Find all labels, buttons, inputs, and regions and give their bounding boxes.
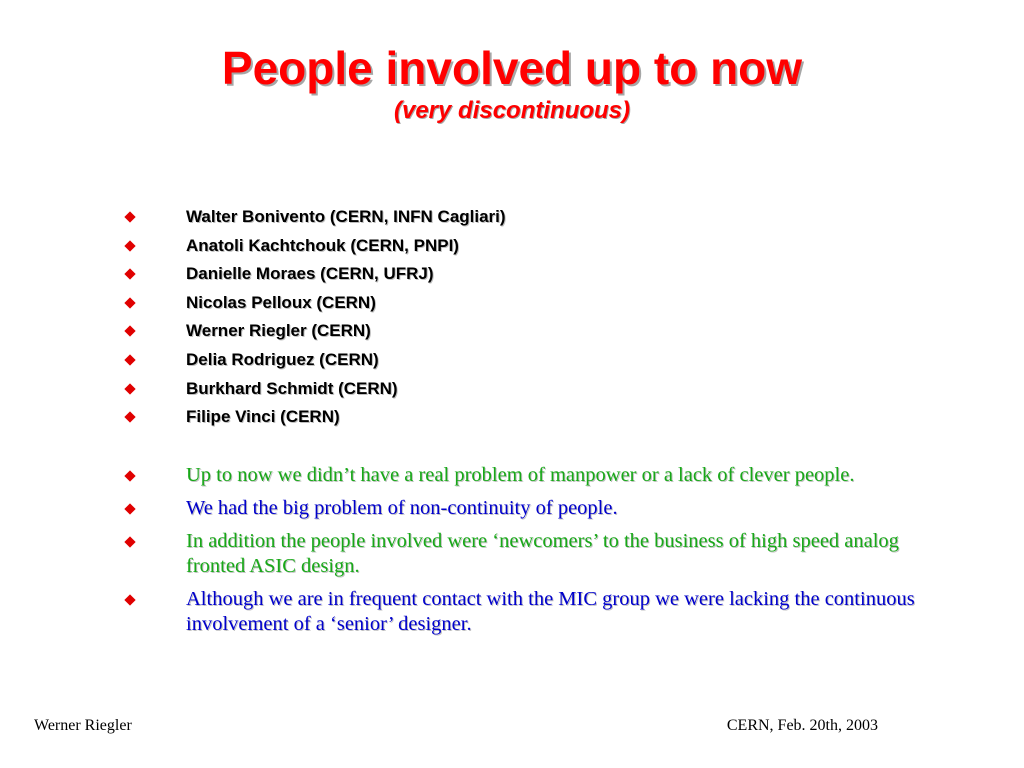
list-item [120,261,920,290]
list-item [120,376,920,405]
diamond-bullet-icon [124,470,135,481]
note-text: Up to now we didn’t have a real problem of manpower or a lack of clever people. [186,464,855,486]
person-name: Anatoli Kachtchouk (CERN, PNPI) [186,235,459,255]
slide-title: People involved up to now [221,42,803,94]
footer-date: CERN, Feb. 20th, 2003 [726,717,878,734]
list-item [120,290,920,319]
diamond-bullet-icon [124,240,135,251]
person-name: Delia Rodriguez (CERN) [186,349,379,369]
diamond-bullet-icon [124,211,135,222]
diamond-bullet-icon [124,326,135,337]
slide-subtitle: (very discontinuous) [393,97,631,124]
person-name: Filipe Vinci (CERN) [186,407,340,427]
diamond-bullet-icon [124,269,135,280]
diamond-bullet-icon [124,354,135,365]
diamond-bullet-icon [124,594,135,605]
list-item [120,233,920,262]
note-text: We had the big problem of non-continuity of people. [186,497,618,519]
diamond-bullet-icon [124,411,135,422]
list-item [120,204,920,233]
person-name: Werner Riegler (CERN) [186,321,371,341]
person-name: Walter Bonivento (CERN, INFN Cagliari) [186,207,506,226]
list-item [120,347,920,376]
diamond-bullet-icon [124,536,135,547]
note-item [120,529,920,579]
note-item [120,463,920,488]
list-item [120,318,920,347]
note-item [120,587,920,637]
people-list [120,204,920,433]
list-item [120,404,920,433]
note-item [120,496,920,521]
diamond-bullet-icon [124,297,135,308]
notes-list [120,463,920,645]
footer-author: Werner Riegler [34,717,132,734]
diamond-bullet-icon [124,383,135,394]
diamond-bullet-icon [124,503,135,514]
person-name: Nicolas Pelloux (CERN) [186,292,376,312]
note-text: In addition the people involved were ‘newcomers’ to the business of high speed analog fronted ASIC design. [186,530,899,577]
note-text: Although we are in frequent contact with the MIC group we were lacking the continuous involvement of a ‘senior’ designer. [186,588,915,635]
person-name: Burkhard Schmidt (CERN) [186,378,398,398]
person-name: Danielle Moraes (CERN, UFRJ) [186,264,434,284]
